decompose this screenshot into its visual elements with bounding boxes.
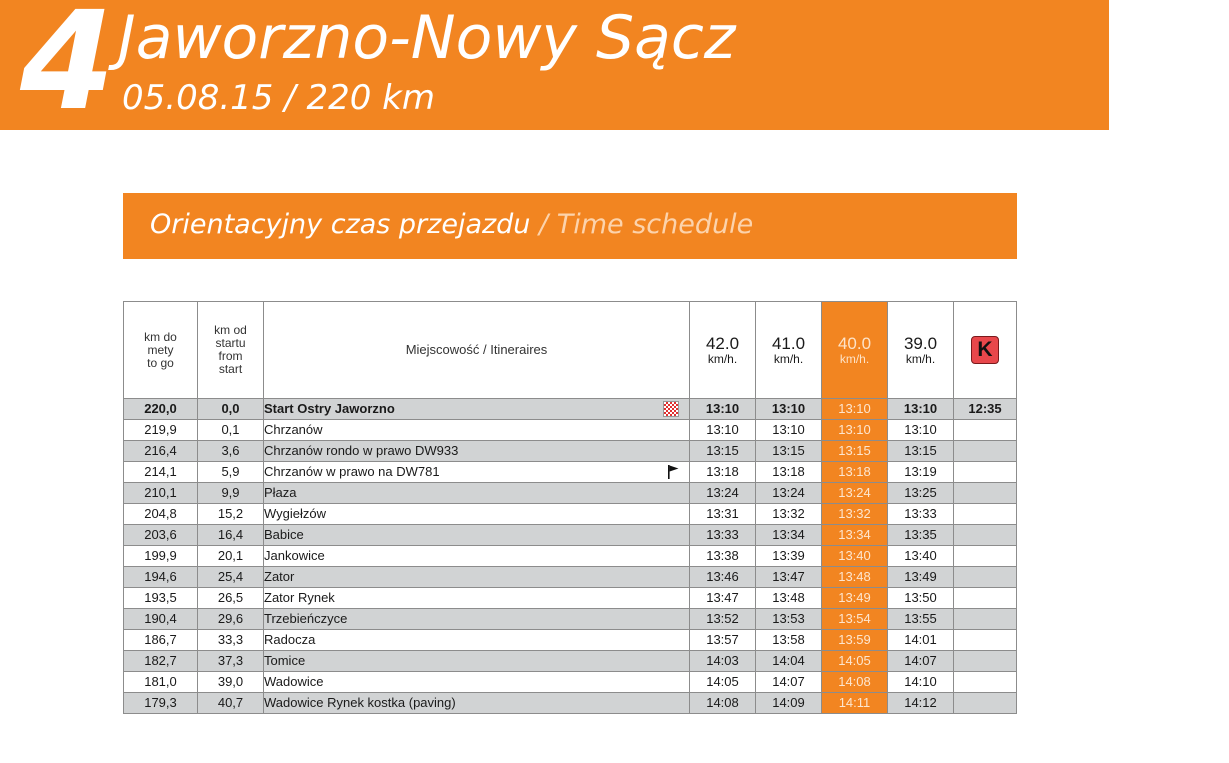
cell-location — [264, 609, 690, 630]
cell-location — [264, 441, 690, 462]
speed-value: 40.0 — [837, 333, 872, 353]
table-row — [124, 630, 1017, 651]
header-km-from-start-line: startu — [215, 336, 246, 350]
stage-banner — [0, 0, 1109, 141]
cell-time-42: 13:10 — [690, 399, 756, 420]
cell-time-40: 13:59 — [822, 630, 888, 651]
cell-time-40: 13:10 — [822, 420, 888, 441]
cell-location — [264, 483, 690, 504]
cell-time-42: 13:52 — [690, 609, 756, 630]
cell-km-from-start: 40,7 — [198, 693, 264, 714]
cell-km-from-start: 39,0 — [198, 672, 264, 693]
cell-time-42: 13:24 — [690, 483, 756, 504]
location-label: Chrzanów — [264, 422, 323, 437]
cell-km-from-start: 5,9 — [198, 462, 264, 483]
cell-time-39: 14:12 — [888, 693, 954, 714]
cell-k-time — [954, 462, 1017, 483]
cell-time-42: 14:08 — [690, 693, 756, 714]
cell-time-39: 14:01 — [888, 630, 954, 651]
table-row — [124, 483, 1017, 504]
cell-km-to-go: 182,7 — [124, 651, 198, 672]
cell-k-time — [954, 693, 1017, 714]
header-km-from-start — [198, 302, 264, 399]
cell-km-from-start: 25,4 — [198, 567, 264, 588]
cell-time-41: 13:10 — [756, 420, 822, 441]
section-title-en: Time schedule — [556, 209, 754, 240]
cell-km-from-start: 3,6 — [198, 441, 264, 462]
location-label: Trzebieńczyce — [264, 611, 348, 626]
cell-time-40: 13:24 — [822, 483, 888, 504]
header-km-from-start-line: start — [218, 362, 243, 376]
cell-km-to-go: 194,6 — [124, 567, 198, 588]
location-label: Zator Rynek — [264, 590, 335, 605]
header-km-from-start-line: km od — [214, 323, 247, 337]
header-location-label: Miejscowość / Itineraires — [405, 342, 548, 357]
cell-km-to-go: 210,1 — [124, 483, 198, 504]
speed-value: 41.0 — [771, 333, 806, 353]
cell-time-39: 13:35 — [888, 525, 954, 546]
cell-time-41: 13:39 — [756, 546, 822, 567]
cell-time-42: 13:47 — [690, 588, 756, 609]
cell-location — [264, 399, 690, 420]
cell-km-from-start: 26,5 — [198, 588, 264, 609]
speed-unit: km/h. — [839, 351, 870, 366]
cell-time-39: 13:19 — [888, 462, 954, 483]
cell-time-41: 13:10 — [756, 399, 822, 420]
cell-time-39: 13:50 — [888, 588, 954, 609]
cell-time-40: 13:40 — [822, 546, 888, 567]
cell-time-39: 13:49 — [888, 567, 954, 588]
cell-time-39: 14:10 — [888, 672, 954, 693]
cell-time-40: 14:05 — [822, 651, 888, 672]
header-speed-41 — [756, 302, 822, 399]
table-row — [124, 651, 1017, 672]
cell-k-time — [954, 525, 1017, 546]
cell-k-time — [954, 420, 1017, 441]
cell-time-41: 14:09 — [756, 693, 822, 714]
location-label: Jankowice — [264, 548, 325, 563]
header-speed-40 — [822, 302, 888, 399]
cell-km-from-start: 20,1 — [198, 546, 264, 567]
cell-km-to-go: 204,8 — [124, 504, 198, 525]
cell-km-to-go: 193,5 — [124, 588, 198, 609]
cell-time-41: 13:47 — [756, 567, 822, 588]
cell-time-40: 13:49 — [822, 588, 888, 609]
cell-time-42: 13:31 — [690, 504, 756, 525]
section-title-separator: / — [539, 209, 549, 240]
cell-k-time — [954, 483, 1017, 504]
location-label: Zator — [264, 569, 295, 584]
speed-unit: km/h. — [773, 351, 804, 366]
cell-k-time — [954, 504, 1017, 525]
cell-k-time — [954, 588, 1017, 609]
cell-time-42: 13:15 — [690, 441, 756, 462]
cell-km-to-go: 181,0 — [124, 672, 198, 693]
cell-location — [264, 651, 690, 672]
table-row — [124, 420, 1017, 441]
cell-time-42: 13:10 — [690, 420, 756, 441]
cell-km-to-go: 199,9 — [124, 546, 198, 567]
cell-time-41: 13:53 — [756, 609, 822, 630]
cell-time-40: 13:15 — [822, 441, 888, 462]
cell-k-time — [954, 441, 1017, 462]
cell-time-40: 13:34 — [822, 525, 888, 546]
cell-km-from-start: 37,3 — [198, 651, 264, 672]
table-row — [124, 546, 1017, 567]
cell-time-41: 14:07 — [756, 672, 822, 693]
cell-km-from-start: 16,4 — [198, 525, 264, 546]
cell-location — [264, 630, 690, 651]
cell-time-39: 13:55 — [888, 609, 954, 630]
header-k — [954, 302, 1017, 399]
cell-location — [264, 567, 690, 588]
table-row — [124, 567, 1017, 588]
cell-km-from-start: 0,1 — [198, 420, 264, 441]
speed-value: 42.0 — [705, 333, 740, 353]
cell-km-to-go: 219,9 — [124, 420, 198, 441]
cell-k-time: 12:35 — [954, 399, 1017, 420]
cell-time-42: 13:57 — [690, 630, 756, 651]
table-row — [124, 504, 1017, 525]
cell-k-time — [954, 546, 1017, 567]
table-row — [124, 399, 1017, 420]
k-badge-icon: K — [971, 336, 999, 364]
location-label: Chrzanów rondo w prawo DW933 — [264, 443, 459, 458]
location-label: Wygiełzów — [264, 506, 327, 521]
cell-location — [264, 462, 690, 483]
table-row — [124, 693, 1017, 714]
cell-k-time — [954, 609, 1017, 630]
cell-km-to-go: 186,7 — [124, 630, 198, 651]
cell-location — [264, 672, 690, 693]
header-km-to-go-line: mety — [147, 342, 174, 357]
speed-unit: km/h. — [707, 351, 738, 366]
location-label: Radocza — [264, 632, 316, 647]
cell-time-41: 13:18 — [756, 462, 822, 483]
stage-title: Jaworzno-Nowy Sącz — [118, 3, 736, 73]
cell-location — [264, 525, 690, 546]
cell-location — [264, 588, 690, 609]
location-label: Płaza — [264, 485, 297, 500]
cell-km-from-start: 9,9 — [198, 483, 264, 504]
cell-location — [264, 693, 690, 714]
cell-km-to-go: 216,4 — [124, 441, 198, 462]
cell-time-41: 13:32 — [756, 504, 822, 525]
section-title-pl: Orientacyjny czas przejazdu — [150, 209, 531, 240]
cell-time-40: 14:11 — [822, 693, 888, 714]
cell-km-to-go: 190,4 — [124, 609, 198, 630]
cell-time-42: 13:38 — [690, 546, 756, 567]
cell-time-40: 13:18 — [822, 462, 888, 483]
location-label: Tomice — [264, 653, 306, 668]
cell-km-from-start: 29,6 — [198, 609, 264, 630]
cell-time-39: 13:33 — [888, 504, 954, 525]
header-speed-42 — [690, 302, 756, 399]
flag-icon — [667, 465, 679, 479]
cell-time-40: 14:08 — [822, 672, 888, 693]
cell-location — [264, 504, 690, 525]
table-row — [124, 525, 1017, 546]
cell-k-time — [954, 672, 1017, 693]
table-row — [124, 672, 1017, 693]
table-row — [124, 441, 1017, 462]
section-title — [150, 206, 753, 244]
finish-flag-icon — [663, 401, 679, 417]
table-row — [124, 609, 1017, 630]
stage-number: 4 — [20, 0, 115, 141]
cell-km-to-go: 203,6 — [124, 525, 198, 546]
cell-time-41: 13:15 — [756, 441, 822, 462]
cell-time-42: 13:46 — [690, 567, 756, 588]
cell-time-40: 13:32 — [822, 504, 888, 525]
section-banner — [123, 193, 1017, 259]
header-km-to-go — [124, 302, 198, 399]
cell-time-42: 13:18 — [690, 462, 756, 483]
cell-time-39: 13:40 — [888, 546, 954, 567]
cell-time-41: 14:04 — [756, 651, 822, 672]
header-km-to-go-line: km do — [144, 329, 177, 344]
cell-time-41: 13:24 — [756, 483, 822, 504]
header-location — [264, 302, 690, 399]
cell-time-42: 14:03 — [690, 651, 756, 672]
cell-km-from-start: 33,3 — [198, 630, 264, 651]
header-km-to-go-line: to go — [147, 355, 174, 370]
cell-time-41: 13:34 — [756, 525, 822, 546]
table-row — [124, 588, 1017, 609]
speed-value: 39.0 — [903, 333, 938, 353]
schedule-body — [124, 399, 1017, 714]
location-label: Babice — [264, 527, 304, 542]
cell-time-39: 13:15 — [888, 441, 954, 462]
cell-time-39: 14:07 — [888, 651, 954, 672]
cell-km-from-start: 0,0 — [198, 399, 264, 420]
location-label: Wadowice — [264, 674, 324, 689]
cell-time-39: 13:10 — [888, 420, 954, 441]
speed-unit: km/h. — [905, 351, 936, 366]
cell-time-39: 13:10 — [888, 399, 954, 420]
header-km-from-start-line: from — [218, 349, 243, 363]
location-label: Start Ostry Jaworzno — [264, 401, 395, 416]
cell-time-40: 13:48 — [822, 567, 888, 588]
location-label: Wadowice Rynek kostka (paving) — [264, 695, 456, 710]
stage-subtitle: 05.08.15 / 220 km — [122, 78, 435, 118]
cell-time-42: 13:33 — [690, 525, 756, 546]
cell-km-from-start: 15,2 — [198, 504, 264, 525]
header-speed-39 — [888, 302, 954, 399]
cell-time-40: 13:10 — [822, 399, 888, 420]
cell-location — [264, 546, 690, 567]
table-row — [124, 462, 1017, 483]
schedule-table — [123, 301, 1017, 714]
cell-k-time — [954, 567, 1017, 588]
cell-location — [264, 420, 690, 441]
cell-time-42: 14:05 — [690, 672, 756, 693]
cell-k-time — [954, 630, 1017, 651]
location-label: Chrzanów w prawo na DW781 — [264, 464, 440, 479]
cell-time-41: 13:48 — [756, 588, 822, 609]
table-header-row — [124, 302, 1017, 399]
cell-time-40: 13:54 — [822, 609, 888, 630]
cell-km-to-go: 179,3 — [124, 693, 198, 714]
cell-time-41: 13:58 — [756, 630, 822, 651]
cell-km-to-go: 220,0 — [124, 399, 198, 420]
cell-time-39: 13:25 — [888, 483, 954, 504]
cell-km-to-go: 214,1 — [124, 462, 198, 483]
cell-k-time — [954, 651, 1017, 672]
